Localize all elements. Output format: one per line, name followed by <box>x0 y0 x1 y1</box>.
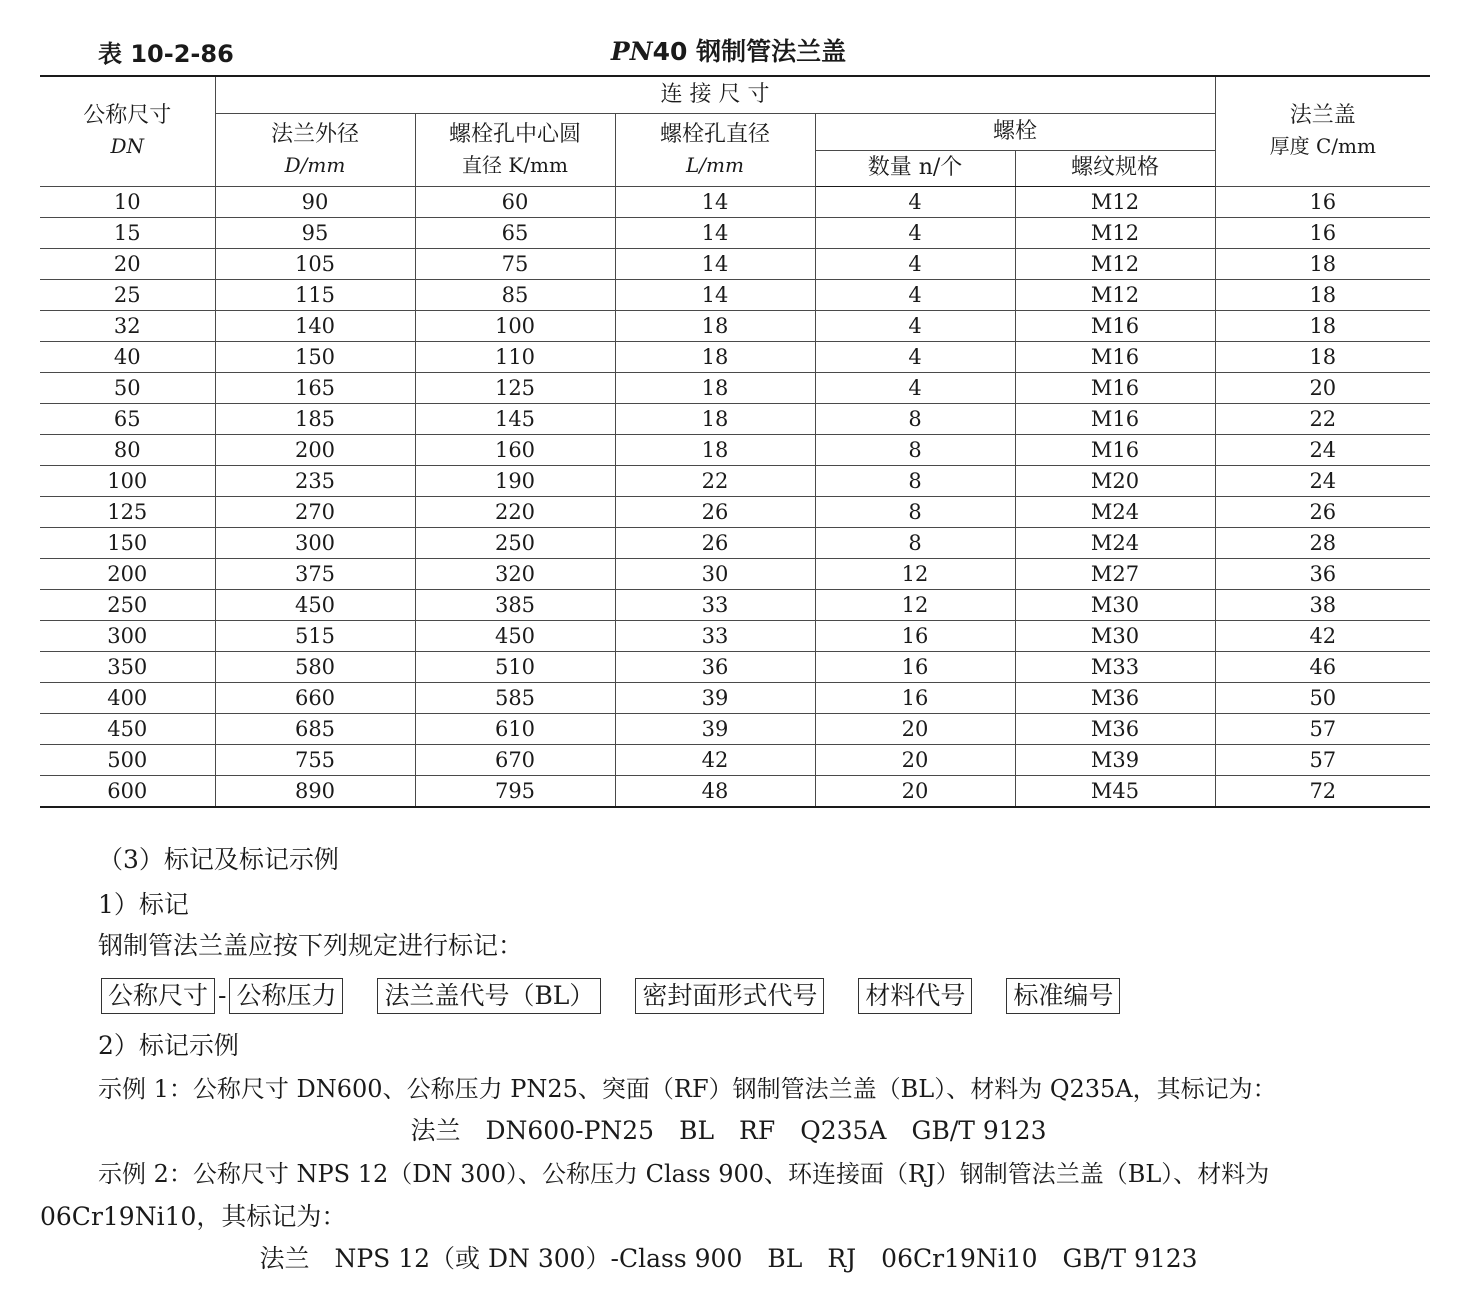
cell-bolt-hole: 48 <box>615 775 815 807</box>
table-row <box>40 465 1430 496</box>
cell-bolt-count: 4 <box>815 186 1015 217</box>
table-body <box>40 186 1430 807</box>
cell-thread: M12 <box>1015 217 1215 248</box>
cell-thickness: 42 <box>1215 620 1430 651</box>
table-number: 表 10-2-86 <box>98 40 234 68</box>
cell-thread: M24 <box>1015 527 1215 558</box>
cell-bolt-count: 8 <box>815 434 1015 465</box>
cell-bolt-count: 16 <box>815 651 1015 682</box>
cell-outer-dia: 300 <box>215 527 415 558</box>
table-row <box>40 310 1430 341</box>
header-outer-dia <box>215 113 415 186</box>
header-outer-dia-symbol: D/mm <box>284 152 346 177</box>
cell-dn: 450 <box>40 713 215 744</box>
cell-thread: M16 <box>1015 403 1215 434</box>
cell-bolt-count: 4 <box>815 248 1015 279</box>
cell-bolt-hole: 18 <box>615 372 815 403</box>
example-2-line-b: 06Cr19Ni10，其标记为： <box>40 1202 347 1231</box>
cell-bolt-hole: 30 <box>615 558 815 589</box>
cell-bolt-hole: 26 <box>615 496 815 527</box>
header-thickness-label: 法兰盖 <box>1289 103 1356 129</box>
table-title-italic: PN <box>610 37 653 66</box>
table-row <box>40 248 1430 279</box>
table-row <box>40 372 1430 403</box>
cell-thickness: 57 <box>1215 744 1430 775</box>
cell-thickness: 20 <box>1215 372 1430 403</box>
cell-dn: 15 <box>40 217 215 248</box>
header-bolt-hole <box>615 113 815 186</box>
cell-bolt-hole: 18 <box>615 434 815 465</box>
cell-dn: 300 <box>40 620 215 651</box>
cell-bolt-circle: 585 <box>415 682 615 713</box>
cell-thickness: 24 <box>1215 465 1430 496</box>
cell-bolt-circle: 125 <box>415 372 615 403</box>
table-row <box>40 434 1430 465</box>
cell-bolt-hole: 36 <box>615 651 815 682</box>
cell-thread: M12 <box>1015 186 1215 217</box>
cell-outer-dia: 115 <box>215 279 415 310</box>
cell-outer-dia: 450 <box>215 589 415 620</box>
cell-dn: 20 <box>40 248 215 279</box>
header-thickness-symbol: 厚度 C/mm <box>1269 134 1376 159</box>
header-bolt-hole-label: 螺栓孔直径 <box>659 121 770 147</box>
cell-bolt-count: 4 <box>815 217 1015 248</box>
cell-bolt-count: 16 <box>815 682 1015 713</box>
cell-bolt-count: 20 <box>815 775 1015 807</box>
cell-thickness: 18 <box>1215 279 1430 310</box>
cell-bolt-hole: 26 <box>615 527 815 558</box>
cell-bolt-circle: 190 <box>415 465 615 496</box>
cell-thread: M36 <box>1015 682 1215 713</box>
cell-dn: 80 <box>40 434 215 465</box>
cell-thread: M30 <box>1015 589 1215 620</box>
cell-thread: M20 <box>1015 465 1215 496</box>
cell-dn: 400 <box>40 682 215 713</box>
cell-bolt-circle: 75 <box>415 248 615 279</box>
cell-bolt-hole: 14 <box>615 186 815 217</box>
cell-thickness: 22 <box>1215 403 1430 434</box>
cell-thickness: 26 <box>1215 496 1430 527</box>
cell-bolt-count: 8 <box>815 403 1015 434</box>
cell-thickness: 46 <box>1215 651 1430 682</box>
cell-bolt-circle: 450 <box>415 620 615 651</box>
cell-bolt-count: 8 <box>815 527 1015 558</box>
cell-bolt-circle: 160 <box>415 434 615 465</box>
table-row <box>40 620 1430 651</box>
table-row <box>40 527 1430 558</box>
cell-bolt-count: 4 <box>815 341 1015 372</box>
cell-thread: M12 <box>1015 248 1215 279</box>
cell-thread: M27 <box>1015 558 1215 589</box>
cell-bolt-count: 8 <box>815 465 1015 496</box>
cell-thickness: 18 <box>1215 310 1430 341</box>
cell-bolt-hole: 18 <box>615 403 815 434</box>
cell-dn: 350 <box>40 651 215 682</box>
header-bolt-circle <box>415 113 615 186</box>
box-standard-no: 标准编号 <box>1006 978 1120 1014</box>
cell-dn: 500 <box>40 744 215 775</box>
cell-bolt-count: 12 <box>815 589 1015 620</box>
cell-dn: 200 <box>40 558 215 589</box>
cell-thread: M36 <box>1015 713 1215 744</box>
cell-bolt-count: 16 <box>815 620 1015 651</box>
cell-bolt-hole: 33 <box>615 589 815 620</box>
cell-outer-dia: 890 <box>215 775 415 807</box>
box-face-code: 密封面形式代号 <box>635 978 824 1014</box>
cell-bolt-circle: 795 <box>415 775 615 807</box>
box-nominal-pressure: 公称压力 <box>229 978 343 1014</box>
cell-thickness: 18 <box>1215 341 1430 372</box>
cell-thread: M16 <box>1015 434 1215 465</box>
cell-dn: 600 <box>40 775 215 807</box>
cell-outer-dia: 580 <box>215 651 415 682</box>
table-title <box>0 32 1457 68</box>
cell-dn: 10 <box>40 186 215 217</box>
cell-thickness: 57 <box>1215 713 1430 744</box>
cell-thread: M12 <box>1015 279 1215 310</box>
cell-thread: M45 <box>1015 775 1215 807</box>
cell-thickness: 24 <box>1215 434 1430 465</box>
header-bolt-count: 数量 n/个 <box>815 150 1015 186</box>
cell-bolt-hole: 18 <box>615 341 815 372</box>
cell-bolt-circle: 385 <box>415 589 615 620</box>
cell-bolt-count: 4 <box>815 279 1015 310</box>
cell-bolt-hole: 39 <box>615 713 815 744</box>
cell-thickness: 38 <box>1215 589 1430 620</box>
table-row <box>40 775 1430 807</box>
cell-outer-dia: 185 <box>215 403 415 434</box>
table-row <box>40 682 1430 713</box>
table-row <box>40 403 1430 434</box>
cell-thickness: 16 <box>1215 186 1430 217</box>
table-row <box>40 558 1430 589</box>
cell-thickness: 36 <box>1215 558 1430 589</box>
header-nominal-size-symbol: DN <box>110 134 145 159</box>
cell-outer-dia: 270 <box>215 496 415 527</box>
cell-bolt-count: 12 <box>815 558 1015 589</box>
table-row <box>40 589 1430 620</box>
cell-bolt-hole: 33 <box>615 620 815 651</box>
header-connection: 连 接 尺 寸 <box>215 76 1215 113</box>
header-bolt-hole-symbol: L/mm <box>686 152 744 177</box>
cell-outer-dia: 165 <box>215 372 415 403</box>
table-row <box>40 713 1430 744</box>
cell-bolt-hole: 22 <box>615 465 815 496</box>
sub-heading-examples: 2）标记示例 <box>98 1031 239 1060</box>
cell-thickness: 28 <box>1215 527 1430 558</box>
marking-format <box>101 978 1120 1014</box>
cell-thickness: 72 <box>1215 775 1430 807</box>
cell-outer-dia: 755 <box>215 744 415 775</box>
header-thread: 螺纹规格 <box>1015 150 1215 186</box>
cell-outer-dia: 375 <box>215 558 415 589</box>
cell-outer-dia: 140 <box>215 310 415 341</box>
cell-dn: 65 <box>40 403 215 434</box>
cell-bolt-count: 20 <box>815 744 1015 775</box>
cell-bolt-circle: 250 <box>415 527 615 558</box>
example-2-line-a: 示例 2：公称尺寸 NPS 12（DN 300）、公称压力 Class 900、环连接面（RJ）钢制管法兰盖（BL）、材料为 <box>98 1160 1270 1188</box>
cell-thickness: 16 <box>1215 217 1430 248</box>
cell-bolt-circle: 85 <box>415 279 615 310</box>
cell-thread: M16 <box>1015 372 1215 403</box>
table-row <box>40 496 1430 527</box>
cell-outer-dia: 660 <box>215 682 415 713</box>
cell-bolt-count: 4 <box>815 310 1015 341</box>
cell-bolt-circle: 220 <box>415 496 615 527</box>
cell-outer-dia: 95 <box>215 217 415 248</box>
box-dash: - <box>218 981 227 1010</box>
box-nominal-size: 公称尺寸 <box>101 978 215 1014</box>
flange-cover-table <box>40 75 1430 808</box>
cell-dn: 100 <box>40 465 215 496</box>
header-thickness <box>1215 76 1430 186</box>
header-bolt: 螺栓 <box>815 113 1215 150</box>
header-nominal-size <box>40 76 215 186</box>
cell-outer-dia: 105 <box>215 248 415 279</box>
cell-bolt-circle: 65 <box>415 217 615 248</box>
cell-bolt-count: 20 <box>815 713 1015 744</box>
cell-bolt-circle: 510 <box>415 651 615 682</box>
cell-thread: M16 <box>1015 310 1215 341</box>
header-outer-dia-label: 法兰外径 <box>270 121 359 147</box>
box-cover-code: 法兰盖代号（BL） <box>377 978 601 1014</box>
cell-bolt-hole: 39 <box>615 682 815 713</box>
cell-thread: M39 <box>1015 744 1215 775</box>
cell-bolt-circle: 110 <box>415 341 615 372</box>
table-row <box>40 744 1430 775</box>
cell-outer-dia: 200 <box>215 434 415 465</box>
cell-bolt-circle: 100 <box>415 310 615 341</box>
sub-heading-marking: 1）标记 <box>98 890 189 919</box>
section-heading: （3）标记及标记示例 <box>98 845 339 874</box>
cell-thread: M33 <box>1015 651 1215 682</box>
cell-bolt-hole: 14 <box>615 248 815 279</box>
cell-dn: 40 <box>40 341 215 372</box>
table-row <box>40 651 1430 682</box>
cell-outer-dia: 235 <box>215 465 415 496</box>
table-row <box>40 186 1430 217</box>
cell-bolt-hole: 18 <box>615 310 815 341</box>
cell-outer-dia: 685 <box>215 713 415 744</box>
cell-bolt-count: 4 <box>815 372 1015 403</box>
cell-bolt-circle: 320 <box>415 558 615 589</box>
example-1: 示例 1：公称尺寸 DN600、公称压力 PN25、突面（RF）钢制管法兰盖（BL）、材料为 Q235A，其标记为： <box>98 1075 1277 1103</box>
cell-thickness: 50 <box>1215 682 1430 713</box>
rule-line: 钢制管法兰盖应按下列规定进行标记： <box>98 931 524 960</box>
cell-thread: M24 <box>1015 496 1215 527</box>
cell-bolt-count: 8 <box>815 496 1015 527</box>
cell-bolt-hole: 42 <box>615 744 815 775</box>
example-2-mark: 法兰 NPS 12（或 DN 300）-Class 900 BL RJ 06Cr19Ni10 GB/T 9123 <box>259 1244 1198 1273</box>
cell-dn: 32 <box>40 310 215 341</box>
table-row <box>40 279 1430 310</box>
cell-dn: 125 <box>40 496 215 527</box>
header-nominal-size-label: 公称尺寸 <box>83 103 172 129</box>
table-caption <box>0 28 1457 68</box>
cell-bolt-circle: 60 <box>415 186 615 217</box>
cell-bolt-circle: 610 <box>415 713 615 744</box>
table-row <box>40 341 1430 372</box>
cell-outer-dia: 90 <box>215 186 415 217</box>
table-row <box>40 217 1430 248</box>
cell-bolt-hole: 14 <box>615 279 815 310</box>
cell-bolt-circle: 670 <box>415 744 615 775</box>
cell-thread: M16 <box>1015 341 1215 372</box>
example-1-mark: 法兰 DN600-PN25 BL RF Q235A GB/T 9123 <box>410 1116 1047 1145</box>
cell-bolt-hole: 14 <box>615 217 815 248</box>
cell-dn: 50 <box>40 372 215 403</box>
cell-outer-dia: 515 <box>215 620 415 651</box>
box-material-code: 材料代号 <box>858 978 972 1014</box>
table-title-rest: 40 钢制管法兰盖 <box>652 37 847 66</box>
cell-thickness: 18 <box>1215 248 1430 279</box>
cell-bolt-circle: 145 <box>415 403 615 434</box>
cell-thread: M30 <box>1015 620 1215 651</box>
cell-outer-dia: 150 <box>215 341 415 372</box>
cell-dn: 150 <box>40 527 215 558</box>
header-bolt-circle-label: 螺栓孔中心圆 <box>448 121 581 147</box>
cell-dn: 250 <box>40 589 215 620</box>
header-bolt-circle-symbol: 直径 K/mm <box>462 152 568 177</box>
cell-dn: 25 <box>40 279 215 310</box>
